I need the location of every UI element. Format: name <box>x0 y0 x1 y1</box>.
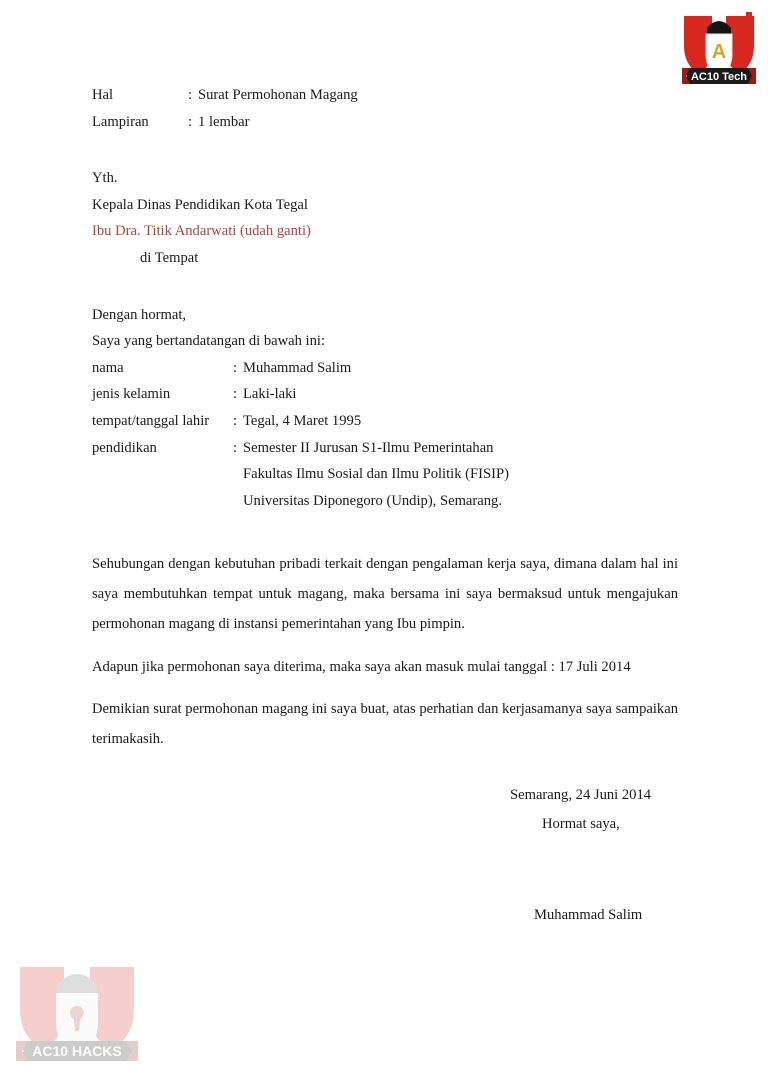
bio-row-nama <box>92 361 678 376</box>
ac10-tech-logo <box>678 6 760 88</box>
recipient-place: di Tempat <box>140 249 199 266</box>
ac10-hacks-watermark <box>12 955 142 1067</box>
spacer-after-recipient <box>92 278 678 308</box>
bio-continuation-universitas: Universitas Diponegoro (Undip), Semarang. <box>243 492 502 509</box>
bio-label-tempat-tanggal-lahir: tempat/tanggal lahir <box>92 412 210 429</box>
bio-label-pendidikan: pendidikan <box>92 439 157 456</box>
opening-greeting: Dengan hormat, <box>92 306 187 323</box>
bio-label-nama: nama <box>92 359 124 376</box>
header-value-lampiran: 1 lembar <box>198 113 250 130</box>
header-row-lampiran <box>92 115 678 130</box>
recipient-office: Kepala Dinas Pendidikan Kota Tegal <box>92 196 308 213</box>
body-paragraph-3: Demikian surat permohonan magang ini saya buat, atas perhatian dan kerjasamanya saya sampaikan terimakasih. <box>92 700 678 747</box>
header-value-hal: Surat Permohonan Magang <box>198 87 358 103</box>
shield-letter-icon: A <box>711 41 727 63</box>
spacer-after-header <box>92 141 678 171</box>
signer-name: Muhammad Salim <box>534 906 643 923</box>
bio-row-tempat-tanggal-lahir <box>92 414 678 429</box>
closing-block <box>92 788 678 922</box>
bio-value-pendidikan: Semester II Jurusan S1-Ilmu Pemerintahan <box>243 439 494 456</box>
recipient-person-note: Ibu Dra. Titik Andarwati (udah ganti) <box>92 223 311 240</box>
signature-space <box>510 846 678 908</box>
body-paragraph-1: Sehubungan dengan kebutuhan pribadi terkait dengan pengalaman kerja saya, dimana dalam hal ini saya membutuhkan tempat untuk magang, maka bersama ini saya bermaksud untuk mengajukan permohonan magang di instansi pemerintahan yang Ibu pimpin. <box>92 556 678 633</box>
bio-colon-nama: : <box>233 359 238 376</box>
recipient-salutation: Yth. <box>92 170 118 187</box>
opening-intro: Saya yang bertandatangan di bawah ini: <box>92 333 326 350</box>
spacer-between-paragraphs-1 <box>92 640 678 660</box>
body-paragraph-2: Adapun jika permohonan saya diterima, maka saya akan masuk mulai tanggal : 17 Juli 2014 <box>92 659 631 676</box>
header-row-hal <box>92 88 678 103</box>
bio-value-tempat-tanggal-lahir: Tegal, 4 Maret 1995 <box>243 412 362 429</box>
bio-colon-jenis-kelamin: : <box>233 386 238 403</box>
closing-place-date: Semarang, 24 Juni 2014 <box>510 787 652 804</box>
header-label-hal: Hal <box>92 87 114 103</box>
bio-label-jenis-kelamin: jenis kelamin <box>92 386 171 403</box>
spacer-between-paragraphs-2 <box>92 675 678 695</box>
bio-row-pendidikan <box>92 441 678 456</box>
bio-value-nama: Muhammad Salim <box>243 359 352 376</box>
bio-continuation-fakultas: Fakultas Ilmu Sosial dan Ilmu Politik (FISIP) <box>243 466 509 483</box>
logo-ribbon-text: AC10 Tech <box>690 71 748 83</box>
watermark-ribbon-text: AC10 HACKS <box>32 1043 122 1059</box>
spacer-before-body <box>92 520 678 550</box>
closing-regards: Hormat saya, <box>542 816 620 833</box>
bio-row-jenis-kelamin <box>92 387 678 402</box>
bio-colon-tempat-tanggal-lahir: : <box>233 412 238 429</box>
letter-body <box>92 88 678 922</box>
header-colon-lampiran: : <box>188 113 193 130</box>
header-colon-hal: : <box>188 87 193 103</box>
header-label-lampiran: Lampiran <box>92 113 149 130</box>
bio-value-jenis-kelamin: Laki-laki <box>243 386 297 403</box>
bio-colon-pendidikan: : <box>233 439 238 456</box>
